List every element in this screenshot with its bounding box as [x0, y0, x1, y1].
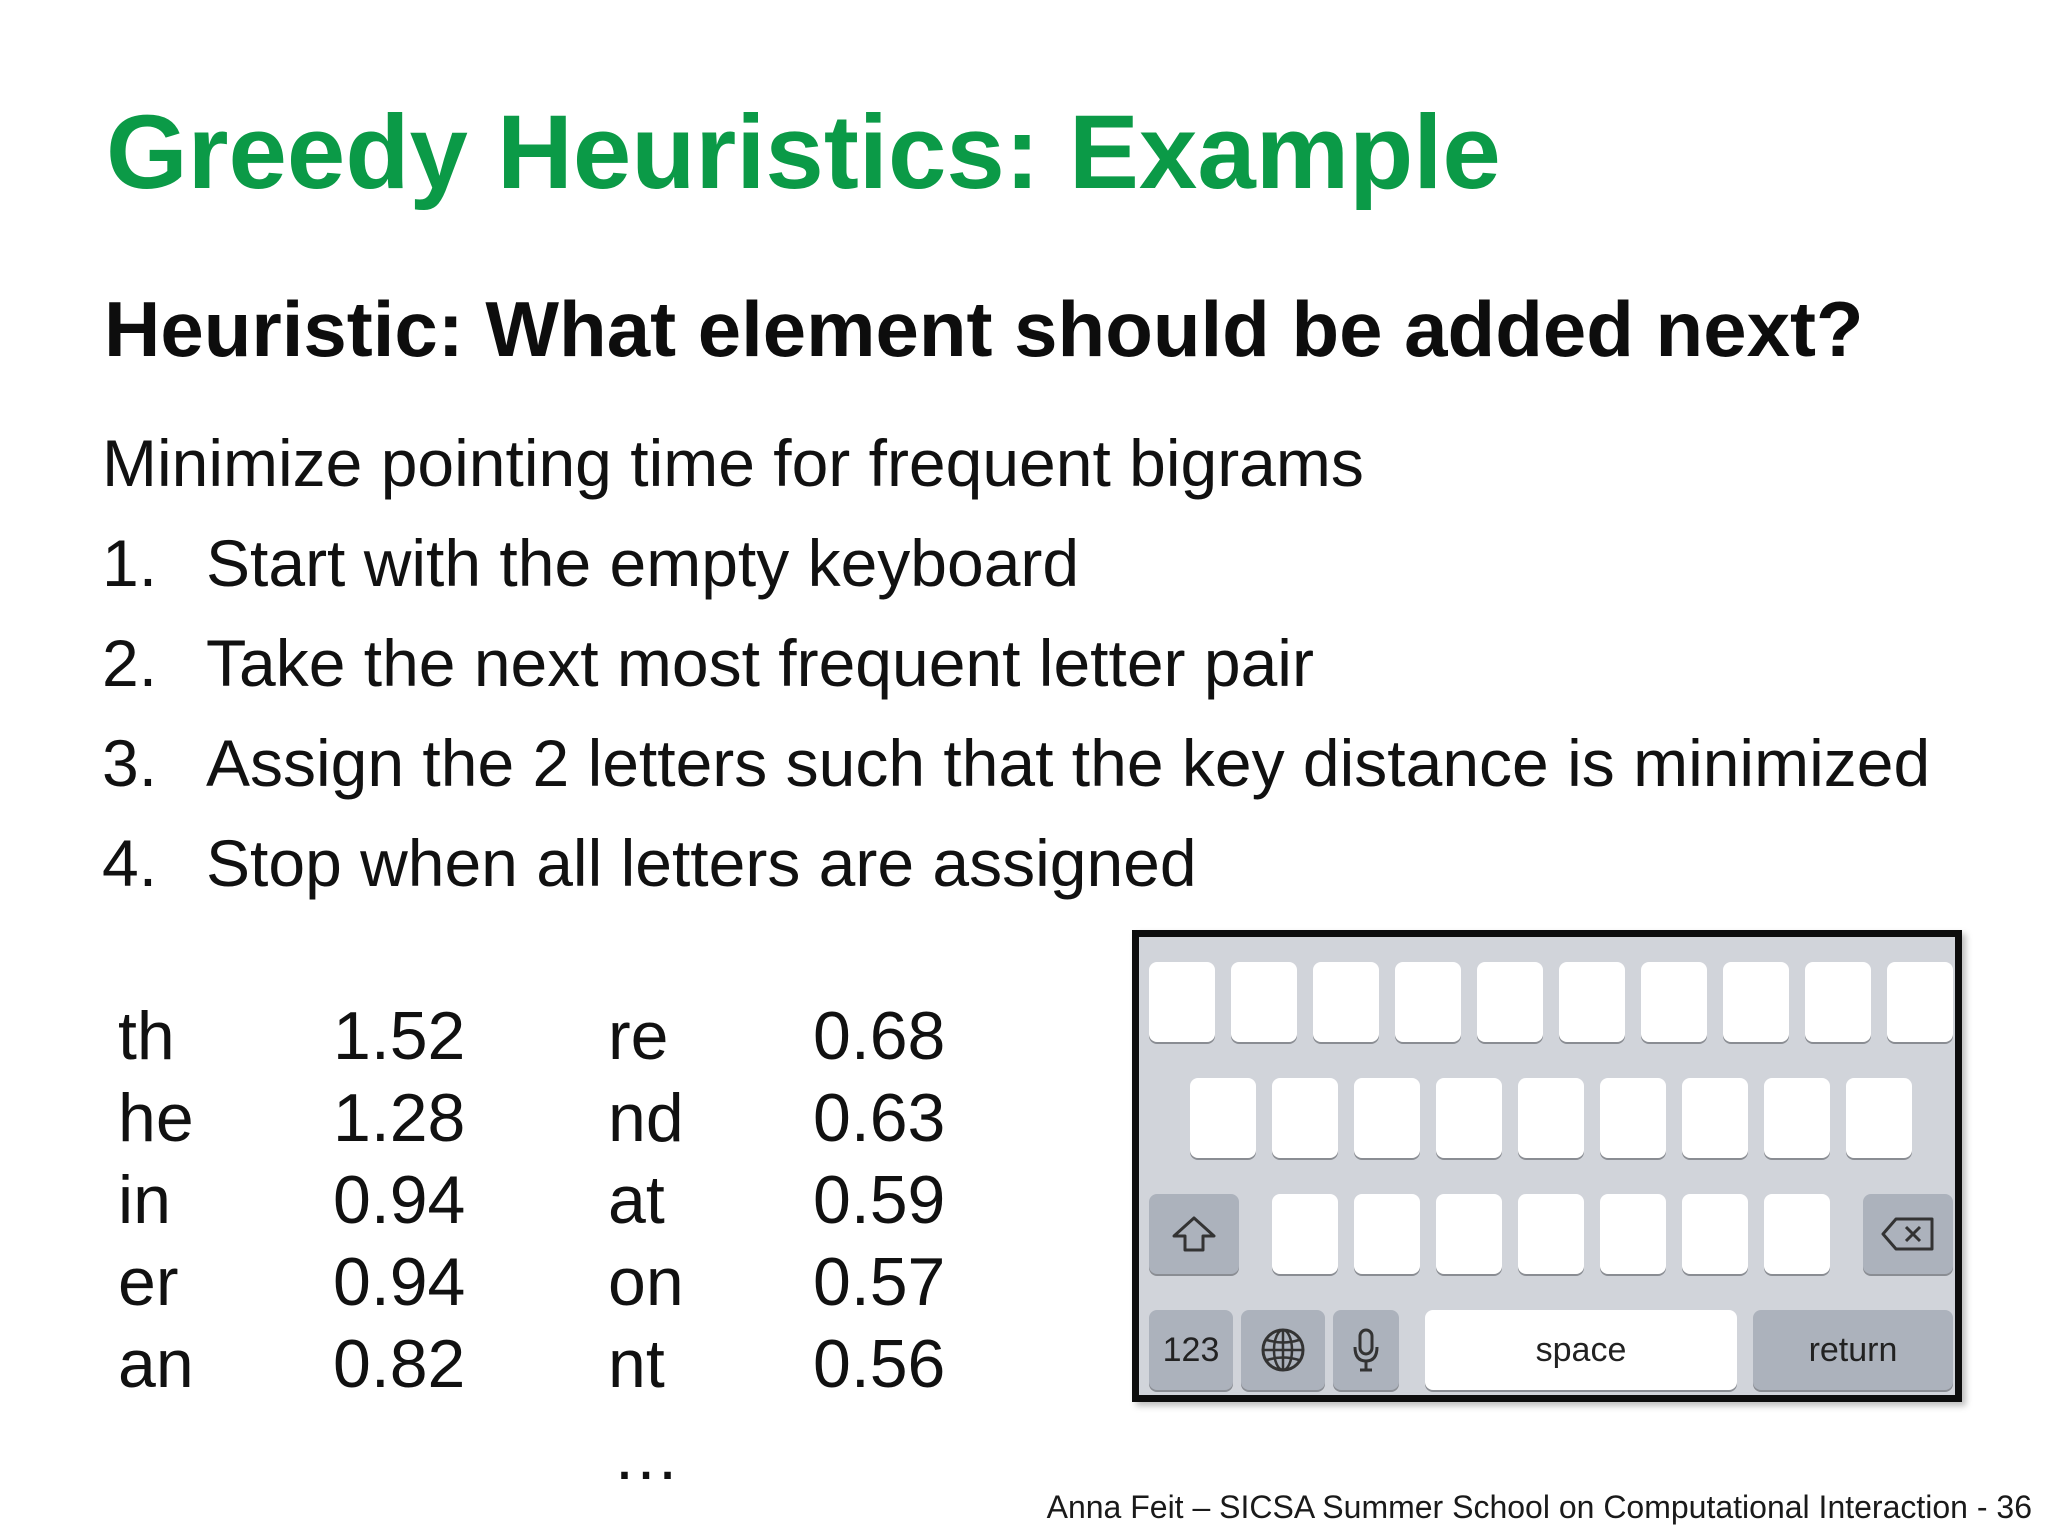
step-number: 1.: [102, 526, 158, 600]
step-item: [102, 726, 1931, 830]
intro-text: Minimize pointing time for frequent bigrams: [102, 426, 1364, 500]
letter-key[interactable]: [1149, 962, 1215, 1042]
step-text: Start with the empty keyboard: [206, 526, 1080, 600]
letter-key[interactable]: [1805, 962, 1871, 1042]
letter-key[interactable]: [1272, 1078, 1338, 1158]
frequency-cell: 0.82: [333, 1326, 466, 1402]
step-item: [102, 826, 1930, 930]
letter-key[interactable]: [1231, 962, 1297, 1042]
step-text: Take the next most frequent letter pair: [206, 626, 1314, 700]
letter-key[interactable]: [1272, 1194, 1338, 1274]
steps-list: [102, 526, 1931, 930]
numbers-key-label: 123: [1162, 1330, 1220, 1369]
frequency-cell: 1.28: [333, 1080, 466, 1156]
step-item: [102, 626, 1930, 730]
bigram-cell: on: [608, 1244, 684, 1320]
shift-key[interactable]: [1149, 1194, 1239, 1274]
bigram-cell: nd: [608, 1080, 684, 1156]
letter-key[interactable]: [1641, 962, 1707, 1042]
letter-key[interactable]: [1395, 962, 1461, 1042]
backspace-key[interactable]: [1863, 1194, 1953, 1274]
letter-key[interactable]: [1518, 1078, 1584, 1158]
numbers-key[interactable]: [1149, 1310, 1233, 1390]
step-text: Stop when all letters are assigned: [206, 826, 1197, 900]
bigram-cell: in: [118, 1162, 171, 1238]
letter-key[interactable]: [1477, 962, 1543, 1042]
letter-key[interactable]: [1354, 1078, 1420, 1158]
bigram-cell: er: [118, 1244, 179, 1320]
space-key-label: space: [1535, 1330, 1627, 1369]
letter-key[interactable]: [1764, 1194, 1830, 1274]
bigram-cell: nt: [608, 1326, 665, 1402]
frequency-cell: 0.94: [333, 1162, 466, 1238]
frequency-cell: 0.68: [813, 998, 946, 1074]
return-key-label: return: [1808, 1330, 1898, 1369]
letter-key[interactable]: [1354, 1194, 1420, 1274]
frequency-cell: 0.94: [333, 1244, 466, 1320]
shift-icon: [1171, 1215, 1217, 1253]
letter-key[interactable]: [1518, 1194, 1584, 1274]
step-number: 2.: [102, 626, 158, 700]
letter-key[interactable]: [1559, 962, 1625, 1042]
return-key[interactable]: [1753, 1310, 1953, 1390]
bigram-cell: an: [118, 1326, 194, 1402]
bigram-cell: re: [608, 998, 669, 1074]
slide-subtitle: Heuristic: What element should be added next?: [104, 285, 1864, 373]
microphone-key[interactable]: [1333, 1310, 1399, 1390]
empty-keyboard: [1132, 930, 1962, 1402]
bigram-cell: th: [118, 998, 175, 1074]
letter-key[interactable]: [1436, 1194, 1502, 1274]
letter-key[interactable]: [1682, 1078, 1748, 1158]
backspace-icon: [1880, 1216, 1936, 1252]
frequency-cell: 0.56: [813, 1326, 946, 1402]
letter-key[interactable]: [1887, 962, 1953, 1042]
step-number: 3.: [102, 726, 158, 800]
table-row: [118, 1241, 945, 1323]
slide-footer: Anna Feit – SICSA Summer School on Computational Interaction - 36: [1046, 1489, 2032, 1525]
frequency-cell: 0.59: [813, 1162, 946, 1238]
letter-key[interactable]: [1682, 1194, 1748, 1274]
table-row: [118, 995, 945, 1077]
globe-key[interactable]: [1241, 1310, 1325, 1390]
globe-icon: [1259, 1326, 1307, 1374]
frequency-cell: 0.63: [813, 1080, 946, 1156]
slide-title: Greedy Heuristics: Example: [106, 94, 1501, 211]
letter-key[interactable]: [1600, 1194, 1666, 1274]
microphone-icon: [1351, 1327, 1381, 1373]
letter-key[interactable]: [1190, 1078, 1256, 1158]
step-item: [102, 526, 1930, 630]
letter-key[interactable]: [1600, 1078, 1666, 1158]
letter-key[interactable]: [1723, 962, 1789, 1042]
letter-key[interactable]: [1764, 1078, 1830, 1158]
letter-key[interactable]: [1846, 1078, 1912, 1158]
space-key[interactable]: [1425, 1310, 1737, 1390]
table-row: [118, 1323, 945, 1405]
bigram-frequency-table: [118, 995, 945, 1405]
bigram-cell: at: [608, 1162, 665, 1238]
table-row: [118, 1159, 945, 1241]
letter-key[interactable]: [1436, 1078, 1502, 1158]
letter-key[interactable]: [1313, 962, 1379, 1042]
frequency-cell: 1.52: [333, 998, 466, 1074]
table-ellipsis: …: [612, 1418, 680, 1494]
step-number: 4.: [102, 826, 158, 900]
table-row: [118, 1077, 945, 1159]
bigram-cell: he: [118, 1080, 194, 1156]
step-text: Assign the 2 letters such that the key distance is minimized: [206, 726, 1931, 800]
frequency-cell: 0.57: [813, 1244, 946, 1320]
